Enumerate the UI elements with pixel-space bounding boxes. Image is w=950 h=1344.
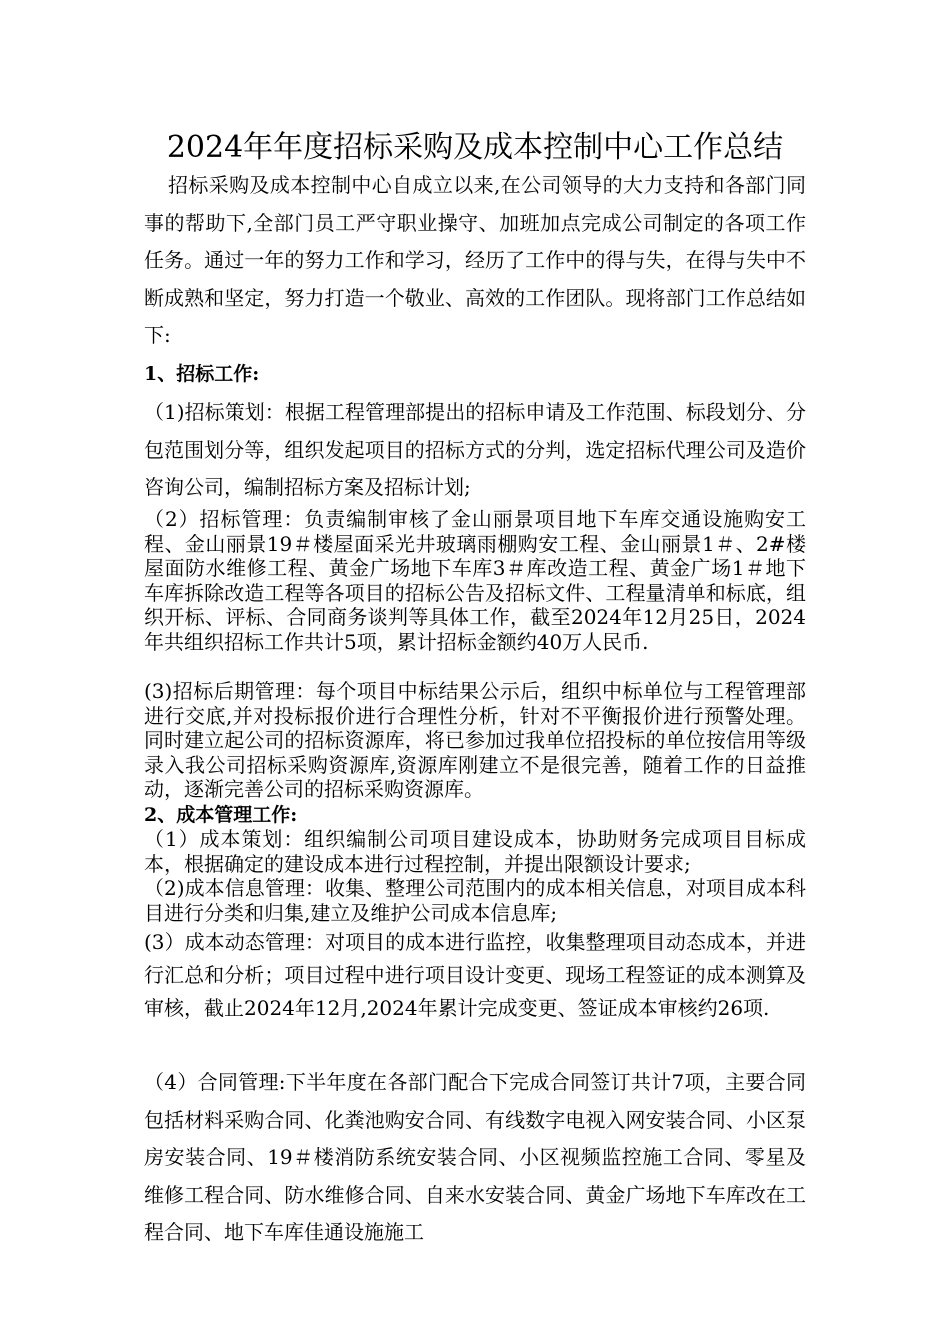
cost-planning-paragraph: （1）成本策划：组织编制公司项目建设成本，协助财务完成项目目标成本，根据确定的建设成本进行过程控制，并提出限额设计要求; xyxy=(144,827,806,876)
bidding-management-paragraph: （2）招标管理：负责编制审核了金山丽景项目地下车库交通设施购安工程、金山丽景19＃楼屋面采光井玻璃雨棚购安工程、金山丽景1＃、2#楼屋面防水维修工程、黄金广场地下车库3＃库改造工程、黄金广场1＃地下车库拆除改造工程等各项目的招标公告及招标文件、工程量清单和标底，组织开标、评标、合同商务谈判等具体工作，截至2024年12月25日，2024年共组织招标工作共计5项，累计招标金额约40万人民币. xyxy=(144,507,806,654)
bidding-post-management-paragraph: (3)招标后期管理：每个项目中标结果公示后，组织中标单位与工程管理部进行交底,并对投标报价进行合理性分析，针对不平衡报价进行预警处理。同时建立起公司的招标资源库，将已参加过我单位招投标的单位按信用等级录入我公司招标采购资源库,资源库刚建立不是很完善，随着工作的日益推动，逐渐完善公司的招标采购资源库。 xyxy=(144,679,806,802)
cost-information-paragraph: （2)成本信息管理：收集、整理公司范围内的成本相关信息，对项目成本科目进行分类和归集,建立及维护公司成本信息库; xyxy=(144,876,806,925)
section-heading-bidding: 1、招标工作: xyxy=(144,363,260,385)
cost-dynamic-paragraph: (3）成本动态管理：对项目的成本进行监控，收集整理项目动态成本，并进行汇总和分析；项目过程中进行项目设计变更、现场工程签证的成本测算及审核，截止2024年12月,2024年累计完成变更、签证成本审核约26项. xyxy=(144,930,806,1020)
document-title: 2024年年度招标采购及成本控制中心工作总结 xyxy=(166,130,784,165)
bidding-planning-paragraph: （1)招标策划：根据工程管理部提出的招标申请及工作范围、标段划分、分包范围划分等，组织发起项目的招标方式的分判，选定招标代理公司及造价咨询公司，编制招标方案及招标计划; xyxy=(144,400,806,499)
contract-management-paragraph: （4）合同管理:下半年度在各部门配合下完成合同签订共计7项，主要合同包括材料采购合同、化粪池购安合同、有线数字电视入网安装合同、小区泵房安装合同、19＃楼消防系统安装合同、小区视频监控施工合同、零星及维修工程合同、防水维修合同、自来水安装合同、黄金广场地下车库改在工程合同、地下车库佳通设施施工 xyxy=(144,1070,806,1244)
intro-paragraph: 招标采购及成本控制中心自成立以来,在公司领导的大力支持和各部门同事的帮助下,全部门员工严守职业操守、加班加点完成公司制定的各项工作任务。通过一年的努力工作和学习，经历了工作中的得与失，在得与失中不断成熟和坚定，努力打造一个敬业、高效的工作团队。现将部门工作总结如下: xyxy=(144,173,806,347)
section-heading-cost: 2、成本管理工作: xyxy=(144,804,298,826)
